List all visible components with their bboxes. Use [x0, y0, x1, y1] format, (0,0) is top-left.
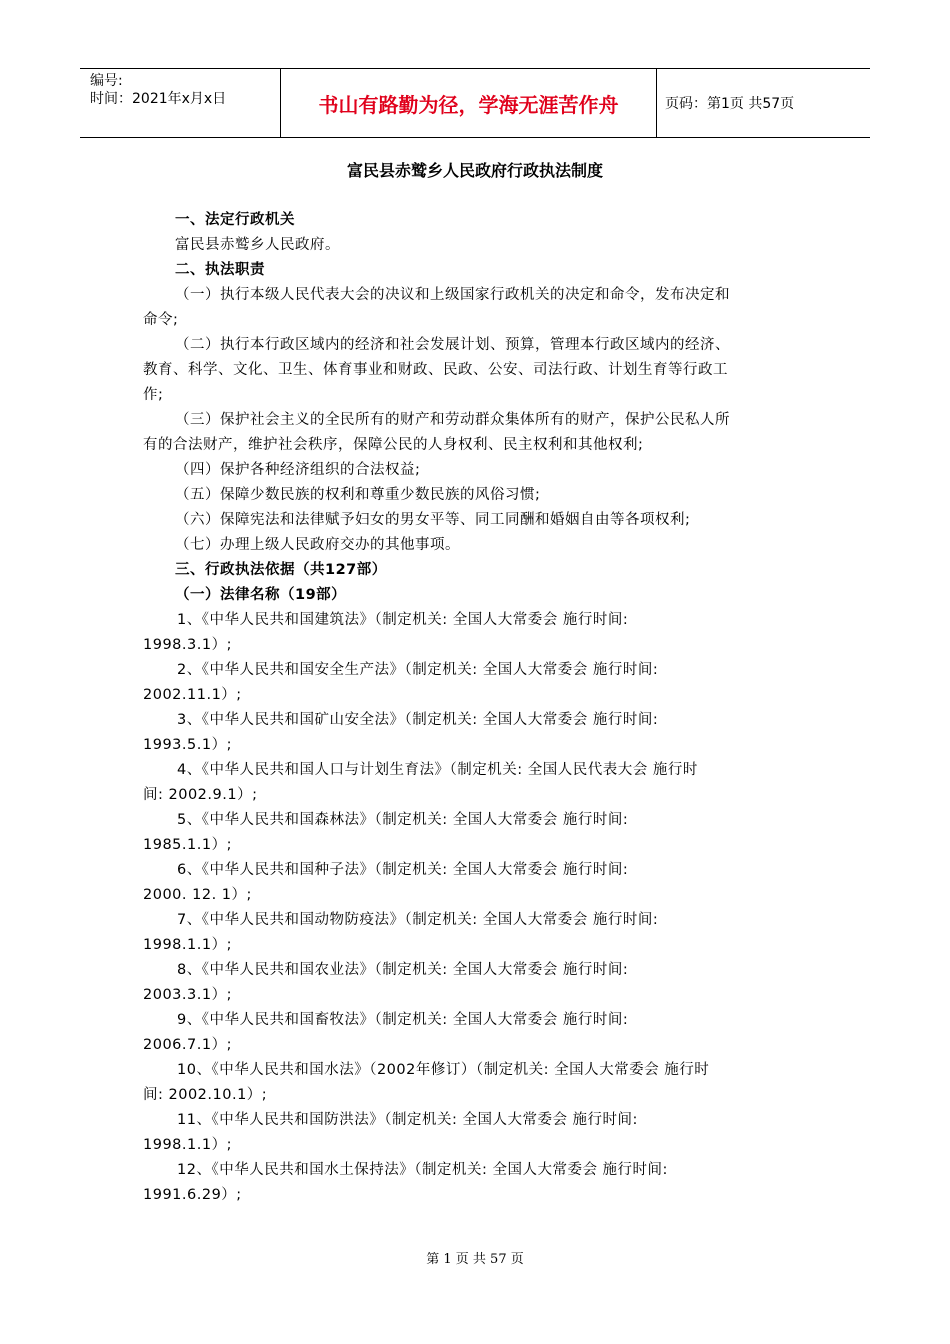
- paragraph-line: （一）执行本级人民代表大会的决议和上级国家行政机关的决定和命令，发布决定和: [175, 287, 730, 303]
- paragraph-line: 间: 2002.9.1）;: [143, 787, 258, 803]
- paragraph-line: 5、《中华人民共和国森林法》（制定机关: 全国人大常委会 施行时间:: [177, 812, 629, 828]
- header-slogan: 书山有路勤为径，学海无涯苦作舟: [281, 69, 657, 137]
- paragraph-line: 2006.7.1）;: [143, 1037, 232, 1053]
- paragraph-line: 10、《中华人民共和国水法》（2002年修订）（制定机关: 全国人大常委会 施行时: [177, 1062, 710, 1078]
- document-number-label: 编号:: [90, 73, 123, 89]
- header-meta-cell: [80, 69, 281, 137]
- document-title: 富民县赤鹫乡人民政府行政执法制度: [346, 161, 603, 180]
- paragraph-line: （七）办理上级人民政府交办的其他事项。: [175, 537, 460, 553]
- paragraph-line: 2、《中华人民共和国安全生产法》（制定机关: 全国人大常委会 施行时间:: [177, 662, 659, 678]
- paragraph-line: 2000. 12. 1）;: [143, 887, 252, 903]
- paragraph-line: 富民县赤鹫乡人民政府。: [175, 237, 340, 253]
- paragraph-line: 1998.1.1）;: [143, 1137, 232, 1153]
- header-page-number: 页码：第1页 共57页: [665, 96, 795, 112]
- paragraph-line: 1998.3.1）;: [143, 637, 232, 653]
- paragraph-line: 3、《中华人民共和国矿山安全法》（制定机关: 全国人大常委会 施行时间:: [177, 712, 659, 728]
- paragraph-line: 4、《中华人民共和国人口与计划生育法》（制定机关: 全国人民代表大会 施行时: [177, 762, 698, 778]
- paragraph-line: （四）保护各种经济组织的合法权益;: [175, 462, 421, 478]
- section-heading: 二、执法职责: [175, 262, 265, 278]
- paragraph-line: 1985.1.1）;: [143, 837, 232, 853]
- paragraph-line: 有的合法财产，维护社会秩序，保障公民的人身权利、民主权利和其他权利;: [143, 437, 644, 453]
- paragraph-line: 作;: [143, 387, 164, 403]
- paragraph-line: 1991.6.29）;: [143, 1187, 242, 1203]
- paragraph-line: 8、《中华人民共和国农业法》（制定机关: 全国人大常委会 施行时间:: [177, 962, 629, 978]
- paragraph-line: 1、《中华人民共和国建筑法》（制定机关: 全国人大常委会 施行时间:: [177, 612, 629, 628]
- paragraph-line: 11、《中华人民共和国防洪法》（制定机关: 全国人大常委会 施行时间:: [177, 1112, 638, 1128]
- paragraph-line: 1998.1.1）;: [143, 937, 232, 953]
- section-heading: （一）法律名称（19部）: [175, 587, 347, 603]
- paragraph-line: （六）保障宪法和法律赋予妇女的男女平等、同工同酬和婚姻自由等各项权利;: [175, 512, 691, 528]
- document-date-label: 时间：2021年x月x日: [90, 91, 227, 107]
- paragraph-line: 6、《中华人民共和国种子法》（制定机关: 全国人大常委会 施行时间:: [177, 862, 629, 878]
- paragraph-line: （五）保障少数民族的权利和尊重少数民族的风俗习惯;: [175, 487, 541, 503]
- paragraph-line: 2003.3.1）;: [143, 987, 232, 1003]
- section-heading: 一、法定行政机关: [175, 212, 295, 228]
- paragraph-line: 12、《中华人民共和国水土保持法》（制定机关: 全国人大常委会 施行时间:: [177, 1162, 668, 1178]
- section-heading: 三、行政执法依据（共127部）: [175, 562, 387, 578]
- page-footer: 第 1 页 共 57 页: [426, 1252, 524, 1267]
- paragraph-line: （三）保护社会主义的全民所有的财产和劳动群众集体所有的财产，保护公民私人所: [175, 412, 730, 428]
- paragraph-line: 命令;: [143, 312, 179, 328]
- paragraph-line: 7、《中华人民共和国动物防疫法》（制定机关: 全国人大常委会 施行时间:: [177, 912, 659, 928]
- paragraph-line: 1993.5.1）;: [143, 737, 232, 753]
- paragraph-line: 教育、科学、文化、卫生、体育事业和财政、民政、公安、司法行政、计划生育等行政工: [143, 362, 728, 378]
- paragraph-line: 间: 2002.10.1）;: [143, 1087, 268, 1103]
- paragraph-line: 9、《中华人民共和国畜牧法》（制定机关: 全国人大常委会 施行时间:: [177, 1012, 629, 1028]
- paragraph-line: 2002.11.1）;: [143, 687, 242, 703]
- paragraph-line: （二）执行本行政区域内的经济和社会发展计划、预算，管理本行政区域内的经济、: [175, 337, 730, 353]
- document-body: [143, 208, 803, 1208]
- page-header: [80, 68, 870, 138]
